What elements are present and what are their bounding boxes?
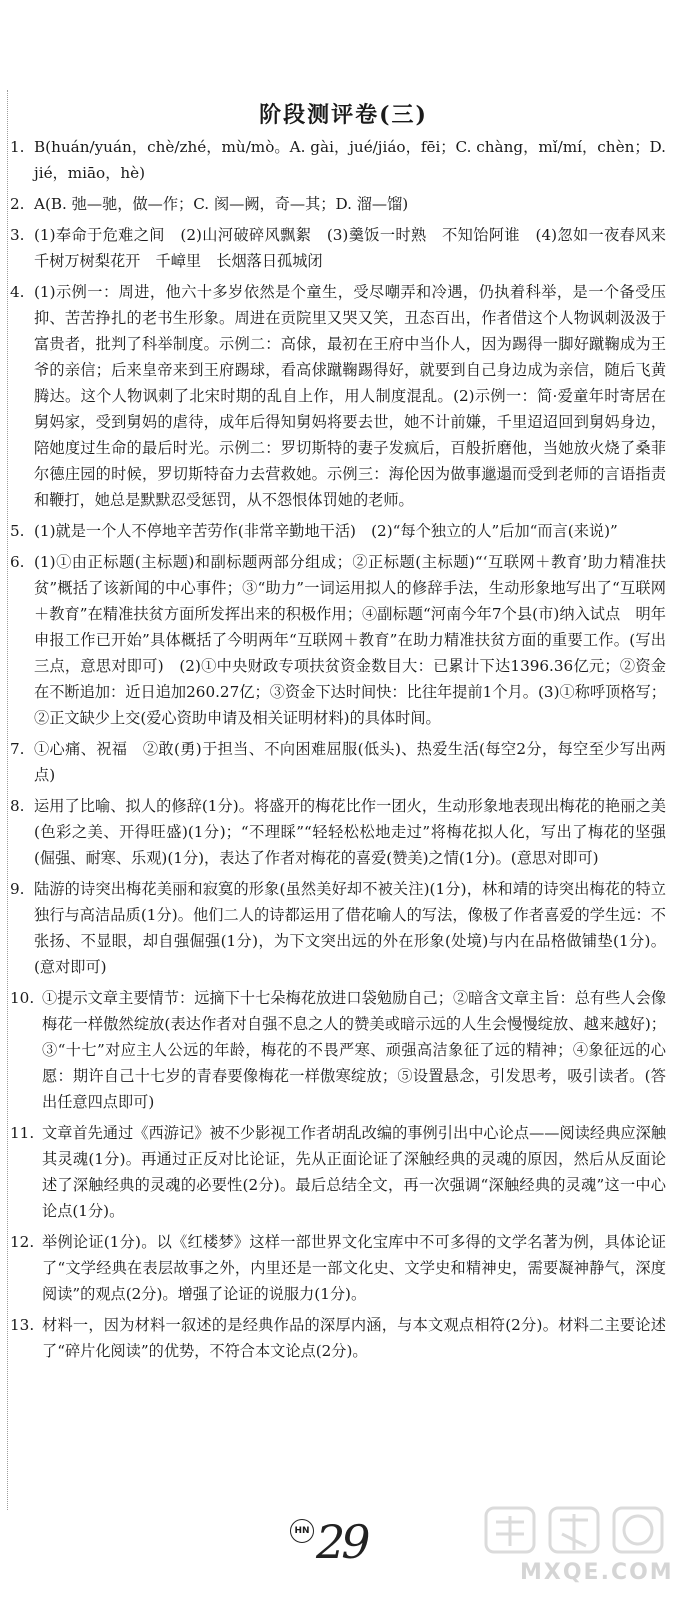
watermark bbox=[480, 1500, 680, 1595]
page-title: 阶段测评卷(三) bbox=[259, 102, 428, 128]
answer-item bbox=[10, 1120, 666, 1224]
answer-number: 8. bbox=[10, 797, 25, 815]
answer-text: A(B. 弛—驰，做—作；C. 阂—阙，奇—其；D. 溜—馏) bbox=[34, 195, 409, 213]
answer-number: 4. bbox=[10, 283, 25, 301]
answer-item bbox=[10, 279, 666, 513]
answer-text: ①心痛、祝福 ②敢(勇)于担当、不向困难屈服(低头)、热爱生活(每空2分，每空至少写出两点) bbox=[34, 740, 666, 784]
answer-number: 3. bbox=[10, 226, 25, 244]
answer-text: B(huán/yuán，chè/zhé，mù/mò。A. gài，jué/jiáo，fēi；C. chàng，mǐ/mí，chèn；D. jié，miāo，hè) bbox=[34, 138, 666, 182]
answer-item bbox=[10, 1312, 666, 1364]
answer-number: 13. bbox=[10, 1316, 35, 1334]
answer-item bbox=[10, 985, 666, 1115]
answer-item bbox=[10, 134, 666, 186]
page-footer bbox=[290, 1515, 410, 1585]
answer-text: ①提示文章主要情节：远摘下十七朵梅花放进口袋勉励自己；②暗含文章主旨：总有些人会像梅花一样傲然绽放(表达作者对自强不息之人的赞美或暗示远的人生会慢慢绽放、越来越好)；③“十七”对应主人公远的年龄，梅花的不畏严寒、顽强高洁象征了远的精神；④象征远的心愿：期许自己十七岁的青春要像梅花一样傲寒绽放；⑤设置悬念，引发思考，吸引读者。(答出任意四点即可) bbox=[42, 989, 666, 1111]
answer-item bbox=[10, 876, 666, 980]
watermark-url: MXQE.COM bbox=[520, 1560, 674, 1585]
scan-edge-line bbox=[7, 90, 8, 1510]
hn-badge-icon: HN bbox=[290, 1519, 314, 1543]
answer-item bbox=[10, 549, 666, 731]
answer-item bbox=[10, 222, 682, 274]
answer-number: 1. bbox=[10, 138, 25, 156]
answer-text: (1)①由正标题(主标题)和副标题两部分组成；②正标题(主标题)“‘互联网＋教育’助力精准扶贫”概括了该新闻的中心事件；③“助力”一词运用拟人的修辞手法，生动形象地写出了“互联网＋教育”在精准扶贫方面所发挥出来的积极作用；④副标题“河南今年7个县(市)纳入试点 明年申报工作已开始”具体概括了今明两年“互联网＋教育”在助力精准扶贫方面的重要工作。(写出三点，意思对即可) (2)①中央财政专项扶贫资金数目大：已累计下达1396.36亿元；②资金在不断追加：近日追加260.27亿；③资金下达时间快：比往年提前1个月。(3)①称呼顶格写；②正文缺少上交(爱心资助申请及相关证明材料)的具体时间。 bbox=[34, 553, 666, 727]
answer-number: 12. bbox=[10, 1233, 35, 1251]
answer-number: 5. bbox=[10, 522, 25, 540]
answer-text: 材料一，因为材料一叙述的是经典作品的深厚内涵，与本文观点相符(2分)。材料二主要论述了“碎片化阅读”的优势，不符合本文论点(2分)。 bbox=[42, 1316, 666, 1360]
answer-number: 10. bbox=[10, 989, 35, 1007]
answer-text: 文章首先通过《西游记》被不少影视工作者胡乱改编的事例引出中心论点——阅读经典应深触其灵魂(1分)。再通过正反对比论证，先从正面论证了深触经典的灵魂的原因，然后从反面论述了深触经典的灵魂的必要性(2分)。最后总结全文，再一次强调“深触经典的灵魂”这一中心论点(1分)。 bbox=[42, 1124, 666, 1220]
answer-number: 11. bbox=[10, 1124, 35, 1142]
answer-list bbox=[10, 134, 682, 1369]
answer-item bbox=[10, 736, 666, 788]
answer-number: 9. bbox=[10, 880, 25, 898]
answer-text: (1)就是一个人不停地辛苦劳作(非常辛勤地干活) (2)“每个独立的人”后加“而言(来说)” bbox=[34, 522, 618, 540]
watermark-logo-icon bbox=[480, 1500, 670, 1558]
answer-text: (1)示例一：周进，他六十多岁依然是个童生，受尽嘲弄和冷遇，仍执着科举，是一个备受压抑、苦苦挣扎的老书生形象。周进在贡院里又哭又笑，丑态百出，作者借这个人物讽刺汲汲于富贵者，批判了科举制度。示例二：高俅，最初在王府中当仆人，因为踢得一脚好蹴鞠成为王爷的亲信；后来皇帝来到王府踢球，看高俅蹴鞠踢得好，就要到自己身边成为亲信，随后飞黄腾达。这个人物讽刺了北宋时期的乱自上作，用人制度混乱。(2)示例一：简·爱童年时寄居在舅妈家，受到舅妈的虐待，成年后得知舅妈将要去世，她不计前嫌，千里迢迢回到舅妈身边，陪她度过生命的最后时光。示例二：罗切斯特的妻子发疯后，百般折磨他，当她放火烧了桑菲尔德庄园的时候，罗切斯特奋力去营救她。示例三：海伦因为做事邋遢而受到老师的言语指责和鞭打，她总是默默忍受惩罚，从不怨恨体罚她的老师。 bbox=[34, 283, 666, 509]
answer-number: 2. bbox=[10, 195, 25, 213]
answer-item bbox=[10, 793, 666, 871]
answer-text: 陆游的诗突出梅花美丽和寂寞的形象(虽然美好却不被关注)(1分)，林和靖的诗突出梅花的特立独行与高洁品质(1分)。他们二人的诗都运用了借花喻人的写法，像极了作者喜爱的学生远：不张扬、不显眼，却自强倔强(1分)，为下文突出远的外在形象(处境)与内在品格做铺垫(1分)。(意对即可) bbox=[34, 880, 666, 976]
answer-number: 6. bbox=[10, 553, 25, 571]
answer-text: 运用了比喻、拟人的修辞(1分)。将盛开的梅花比作一团火，生动形象地表现出梅花的艳丽之美(色彩之美、开得旺盛)(1分)；“不理睬”“轻轻松松地走过”将梅花拟人化，写出了梅花的坚强(倔强、耐寒、乐观)(1分)，表达了作者对梅花的喜爱(赞美)之情(1分)。(意思对即可) bbox=[34, 797, 666, 867]
page-number: 29 bbox=[316, 1515, 367, 1569]
answer-item bbox=[10, 518, 666, 544]
answer-text: (1)奉命于危难之间 (2)山河破碎风飘絮 (3)羹饭一时熟 不知饴阿谁 (4)忽如一夜春风来 千树万树梨花开 千嶂里 长烟落日孤城闭 bbox=[34, 226, 682, 270]
answer-number: 7. bbox=[10, 740, 25, 758]
answer-item bbox=[10, 1229, 666, 1307]
answer-text: 举例论证(1分)。以《红楼梦》这样一部世界文化宝库中不可多得的文学名著为例，具体论证了“文学经典在表层故事之外，内里还是一部文化史、文学史和精神史，需要凝神静气，深度阅读”的观点(2分)。增强了论证的说服力(1分)。 bbox=[42, 1233, 666, 1303]
answer-item bbox=[10, 191, 666, 217]
